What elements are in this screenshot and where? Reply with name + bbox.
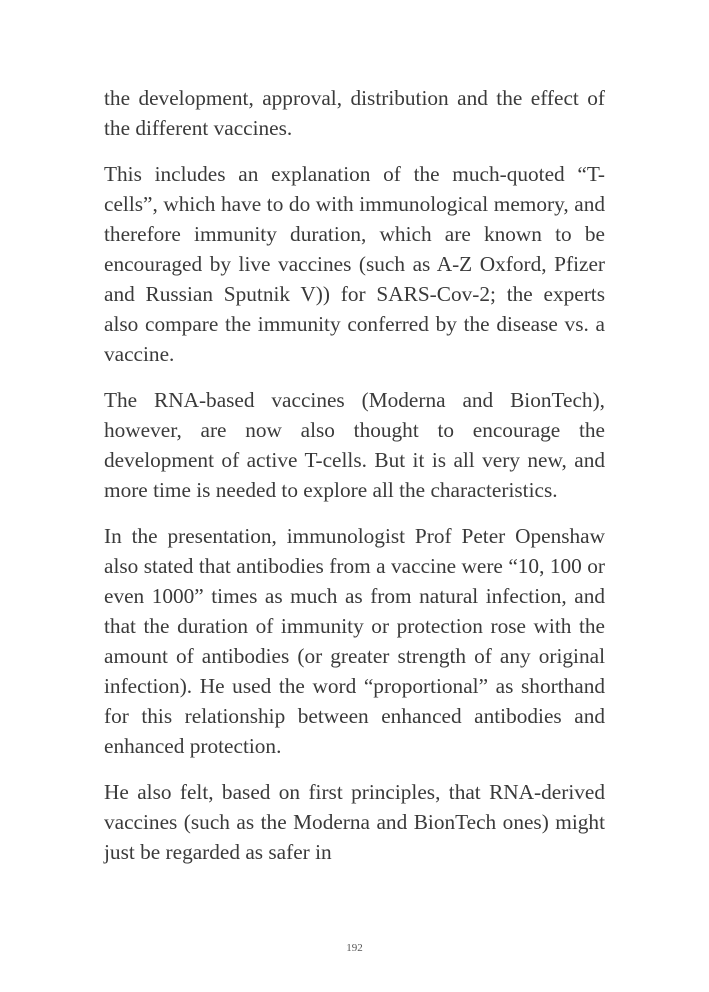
paragraph-2: This includes an explanation of the much-quoted “T-cells”, which have to do with immunological memory, and therefore immunity duration, which are known to be encouraged by live vaccines (such as A-Z Oxford, Pfizer and Russian Sputnik V)) for SARS-Cov-2; the experts also compare the immunity conferred by the disease vs. a vaccine. bbox=[104, 162, 605, 366]
body-text bbox=[104, 83, 605, 883]
paragraph-3: The RNA-based vaccines (Moderna and BionTech), however, are now also thought to encourage the development of active T-cells. But it is all very new, and more time is needed to explore all the characteristics. bbox=[104, 388, 605, 502]
paragraph-1: the development, approval, distribution and the effect of the different vaccines. bbox=[104, 86, 605, 140]
page-number: 192 bbox=[346, 942, 363, 954]
paragraph-4: In the presentation, immunologist Prof Peter Openshaw also stated that antibodies from a vaccine were “10, 100 or even 1000” times as much as from natural infection, and that the duration of immunity or protection rose with the amount of antibodies (or greater strength of any original infection). He used the word “proportional” as shorthand for this relationship between enhanced antibodies and enhanced protection. bbox=[104, 524, 605, 758]
paragraph-5: He also felt, based on first principles, that RNA-derived vaccines (such as the Moderna and BionTech ones) might just be regarded as safer in bbox=[104, 780, 605, 864]
